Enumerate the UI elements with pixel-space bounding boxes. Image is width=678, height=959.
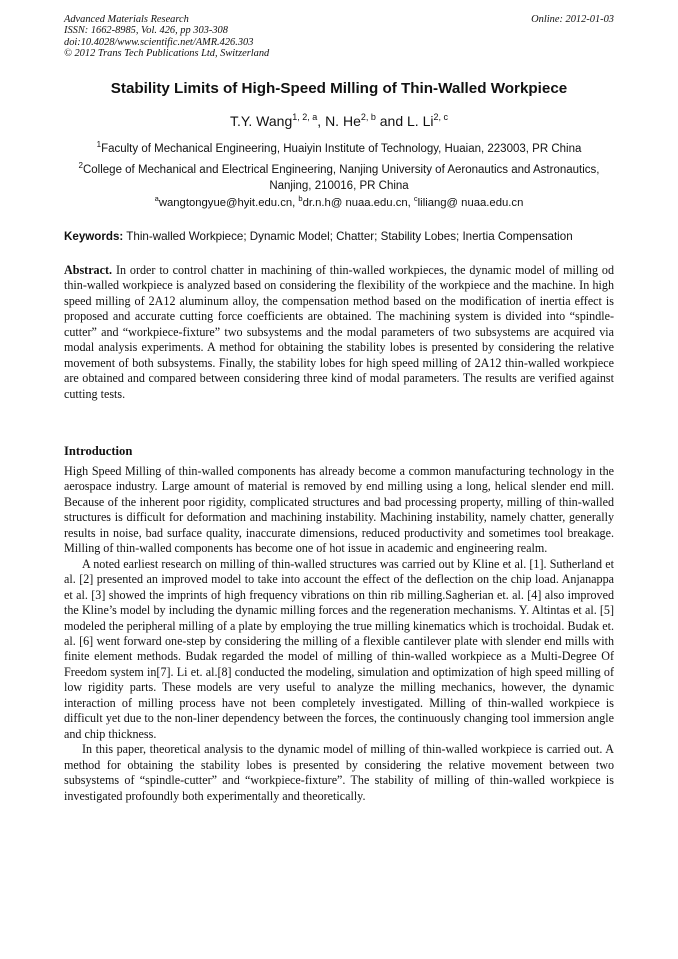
affiliation-text: Faculty of Mechanical Engineering, Huaiyin Institute of Technology, Huaian, 223003, PR China [101, 143, 582, 155]
email-mark: b [298, 194, 303, 203]
email-address[interactable]: dr.n.h@ nuaa.edu.cn, [302, 197, 411, 209]
author-name: N. He [325, 113, 361, 129]
author-affiliation-mark: 1, 2, a [292, 112, 318, 122]
introduction-body [64, 464, 614, 804]
journal-name: Advanced Materials Research [64, 14, 189, 25]
abstract-label: Abstract. [64, 263, 113, 277]
affiliation-2 [60, 158, 618, 194]
abstract-text: In order to control chatter in machining of thin-walled workpieces, the dynamic model of milling od thin-walled workpiece is analyzed based on considering the flexibility of the workpiece and the machine. In high speed milling of 2A12 aluminum alloy, the compensation method based on the modification of inertia effect is proposed and accurate cutting force coefficients are obtained. The machining system is divided into “spindle-cutter” and “workpiece-fixture” two subsystems and the modal parameters of two subsystems are acquired via modal analysis experiments. A method for obtaining the stability lobes is presented by considering the relative movement of both subsystems. Finally, the stability lobes for high speed milling of 2A12 thin-walled workpiece are obtained and compared between considering three kind of modal parameters. The results are verified against cutting tests. [64, 263, 614, 401]
affiliation-text: College of Mechanical and Electrical Engineering, Nanjing University of Aeronautics and Astronautics, Nanjing, 210016, PR China [82, 164, 600, 192]
affiliation-1 [60, 137, 618, 158]
email-list [0, 194, 678, 209]
author-list: T.Y. Wang$^{1, 2, a}$, N. He$^{2, b}$ and L. Li$^{2, c}$ [229, 112, 448, 129]
email-address[interactable]: wangtongyue@hyit.edu.cn, [158, 197, 296, 209]
keywords-label: Keywords: [64, 230, 124, 243]
keywords [64, 230, 624, 243]
author-affiliation-mark: 2, c [433, 112, 448, 122]
abstract [64, 263, 614, 402]
paragraph: High Speed Milling of thin-walled components has already become a common manufacturing technology in the aerospace industry. Large amount of material is removed by end milling using a long, helical slender end mill. Because of the inherent poor rigidity, complicated structures and bad processing property, milling of thin-walled structures is difficult for deformation and machining instability. Machining instability, namely chatter, generally results in noise, bad surface quality, inaccurate dimensions, reduced productivity and sometimes tool breakage. Milling of thin-walled components has become one of hot issue in academic and engineering realm. [64, 464, 614, 556]
section-heading-introduction: Introduction [64, 444, 133, 458]
email-mark: c [413, 194, 418, 203]
issn-line: ISSN: 1662-8985, Vol. 426, pp 303-308 [64, 25, 228, 37]
affiliation-number: 2 [78, 161, 83, 170]
doi-line[interactable]: doi:10.4028/www.scientific.net/AMR.426.303 [64, 36, 254, 48]
paragraph: A noted earliest research on milling of thin-walled structures was carried out by Kline et al. [1]. Sutherland et al. [2] presented an improved model to take into account the effect of the deflection on the chip load. Anjanappa et al. [3] showed the imprints of high frequency vibrations on thin rib milling.Sagherian et. al. [4] also improved the Kline’s model by including the dynamic milling forces and the regeneration mechanisms. Y. Altintas et al. [5] modeled the peripheral milling of a plate by employing the true milling kinematics which is trochoidal. Budak et. al. [6] went forward one-step by considering the milling of a flexible cantilever plate with slender end mills with finite element methods. Budak regarded the model of milling of thin-walled workpiece as a Multi-Degree Of Freedom system in[7]. Li et. al.[8] conducted the modeling, simulation and optimization of high speed milling of low rigidity parts. These models are very useful to analyze the milling mechanics, however, the dynamic interaction of milling process have not been completely investigated. Milling of thin-walled workpiece is difficult yet due to the non-liner dependency between the forces, the continuously changing tool immersion angle and chip thickness. [64, 556, 614, 741]
affiliation-number: 1 [96, 140, 102, 149]
journal-info [64, 14, 269, 59]
email-mark: a [154, 194, 159, 203]
paragraph: In this paper, theoretical analysis to the dynamic model of milling of thin-walled workpiece is carried out. A method for obtaining the stability lobes is presented by considering the relative movement between two subsystems of “spindle-cutter” and “workpiece-fixture”. The stability of milling of thin-walled workpiece is investigated profoundly both experimentally and theoretically. [64, 742, 614, 803]
email-address[interactable]: liliang@ nuaa.edu.cn [417, 197, 524, 209]
author-name: T.Y. Wang [229, 113, 293, 129]
author-affiliation-mark: 2, b [360, 112, 376, 122]
author-name: L. Li [407, 113, 434, 129]
paper-title: Stability Limits of High-Speed Milling of Thin-Walled Workpiece [110, 80, 568, 97]
keywords-text: Thin-walled Workpiece; Dynamic Model; Chatter; Stability Lobes; Inertia Compensation [126, 230, 573, 243]
online-date: Online: 2012-01-03 [531, 14, 614, 25]
copyright-line: © 2012 Trans Tech Publications Ltd, Switzerland [64, 47, 270, 59]
